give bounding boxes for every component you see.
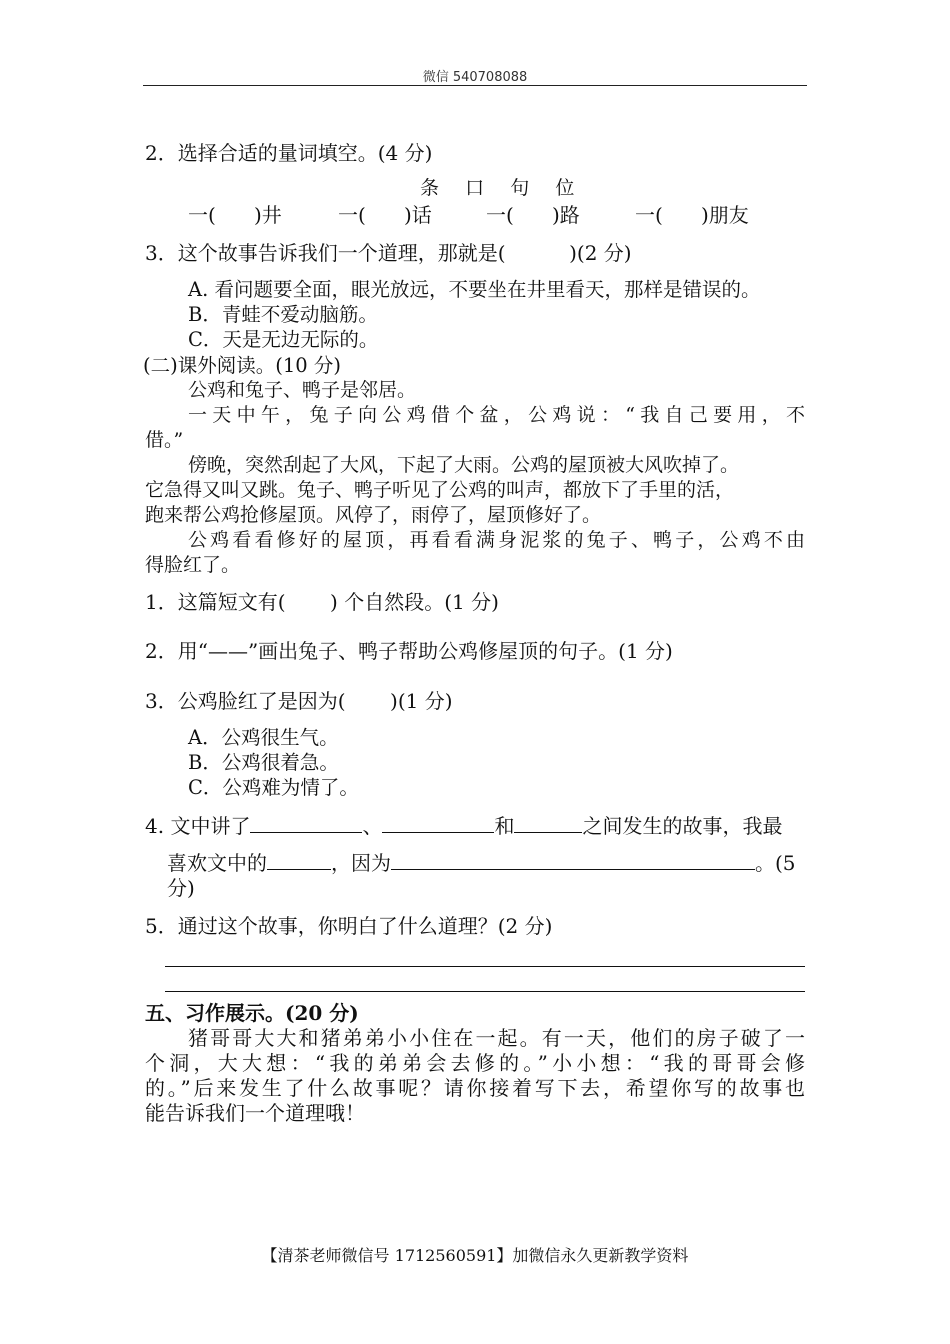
q4-text-part3: 喜欢文中的 [167, 851, 267, 875]
writing-prompt-line-3: 的。”后来发生了什么故事呢？请你接着写下去，希望你写的故事也 [145, 1076, 805, 1100]
answer-line-1[interactable] [165, 966, 805, 967]
writing-prompt-line-4: 能告诉我们一个道理哦！ [145, 1101, 365, 1125]
page-header: 微信 540708088 [422, 70, 528, 85]
question-2-measure-words: 2．选择合适的量词填空。(4 分) [145, 141, 433, 165]
passage-paragraph-2-line-2: 借。” [145, 429, 184, 451]
writing-prompt-line-2: 个洞，大大想：“我的弟弟会去修的。”小小想：“我的哥哥会修 [145, 1051, 805, 1075]
reading-option-a: A．公鸡很生气。 [188, 726, 339, 749]
page-footer: 【清茶老师微信号 1712560591】加微信永久更新教学资料 [261, 1246, 689, 1265]
passage-paragraph-3-line-1: 傍晚，突然刮起了大风，下起了大雨。公鸡的屋顶被大风吹掉了。 [188, 454, 740, 476]
passage-paragraph-3-line-3: 跑来帮公鸡抢修屋顶。风停了，雨停了，屋顶修好了。 [145, 504, 602, 526]
blank-item-road: 一( )路 [486, 203, 580, 227]
q4-text-part5: 。(5 [755, 851, 796, 875]
reading-option-b: B．公鸡很着急。 [188, 751, 339, 774]
header-rule [143, 85, 807, 86]
question-3-moral: 3．这个故事告诉我们一个道理，那就是( )(2 分) [145, 241, 632, 265]
reading-question-1: 1．这篇短文有( ) 个自然段。(1 分) [145, 590, 499, 614]
blank-item-words: 一( )话 [338, 203, 432, 227]
section-title-reading: (二)课外阅读。(10 分) [143, 354, 341, 377]
q4-text-part6: 分) [167, 876, 195, 900]
answer-line-2[interactable] [165, 991, 805, 992]
option-c: C．天是无边无际的。 [188, 328, 379, 351]
reading-question-4-line-1 [145, 810, 782, 839]
passage-paragraph-3-line-2: 它急得又叫又跳。兔子、鸭子听见了公鸡的叫声，都放下了手里的活， [145, 479, 735, 501]
passage-paragraph-2-line-1: 一天中午，兔子向公鸡借个盆，公鸡说：“我自己要用，不 [188, 404, 805, 426]
reading-question-2: 2．用“——”画出兔子、鸭子帮助公鸡修屋顶的句子。(1 分) [145, 639, 673, 663]
blank-item-well: 一( )井 [188, 203, 282, 227]
reading-question-5: 5．通过这个故事，你明白了什么道理？(2 分) [145, 914, 553, 938]
passage-paragraph-1: 公鸡和兔子、鸭子是邻居。 [188, 379, 417, 401]
measure-word-choices: 条 口 句 位 [420, 177, 577, 199]
passage-paragraph-4-line-1: 公鸡看看修好的屋顶，再看看满身泥浆的兔子、鸭子，公鸡不由 [188, 529, 805, 551]
reading-question-4-line-2 [167, 847, 796, 876]
section-title-writing: 五、习作展示。(20 分) [145, 1001, 359, 1025]
option-b: B．青蛙不爱动脑筋。 [188, 303, 378, 326]
option-a: A. 看问题要全面，眼光放远，不要坐在井里看天，那样是错误的。 [188, 278, 761, 301]
q4-separator-2: 和 [494, 814, 515, 838]
q4-text-part1: 4. 文中讲了 [145, 814, 251, 838]
reading-question-3: 3．公鸡脸红了是因为( )(1 分) [145, 689, 453, 713]
writing-prompt-line-1: 猪哥哥大大和猪弟弟小小住在一起。有一天，他们的房子破了一 [188, 1026, 805, 1050]
answer-blank-3[interactable] [514, 813, 582, 833]
answer-blank-5[interactable] [391, 850, 755, 870]
q4-separator-1: 、 [362, 814, 383, 838]
passage-paragraph-4-line-2: 得脸红了。 [145, 554, 241, 576]
q4-text-part4: ，因为 [331, 851, 391, 875]
answer-blank-4[interactable] [267, 850, 331, 870]
q4-text-part2: 之间发生的故事，我最 [582, 814, 783, 838]
answer-blank-1[interactable] [250, 813, 362, 833]
answer-blank-2[interactable] [382, 813, 494, 833]
reading-option-c: C．公鸡难为情了。 [188, 776, 359, 799]
blank-item-friend: 一( )朋友 [635, 203, 749, 227]
